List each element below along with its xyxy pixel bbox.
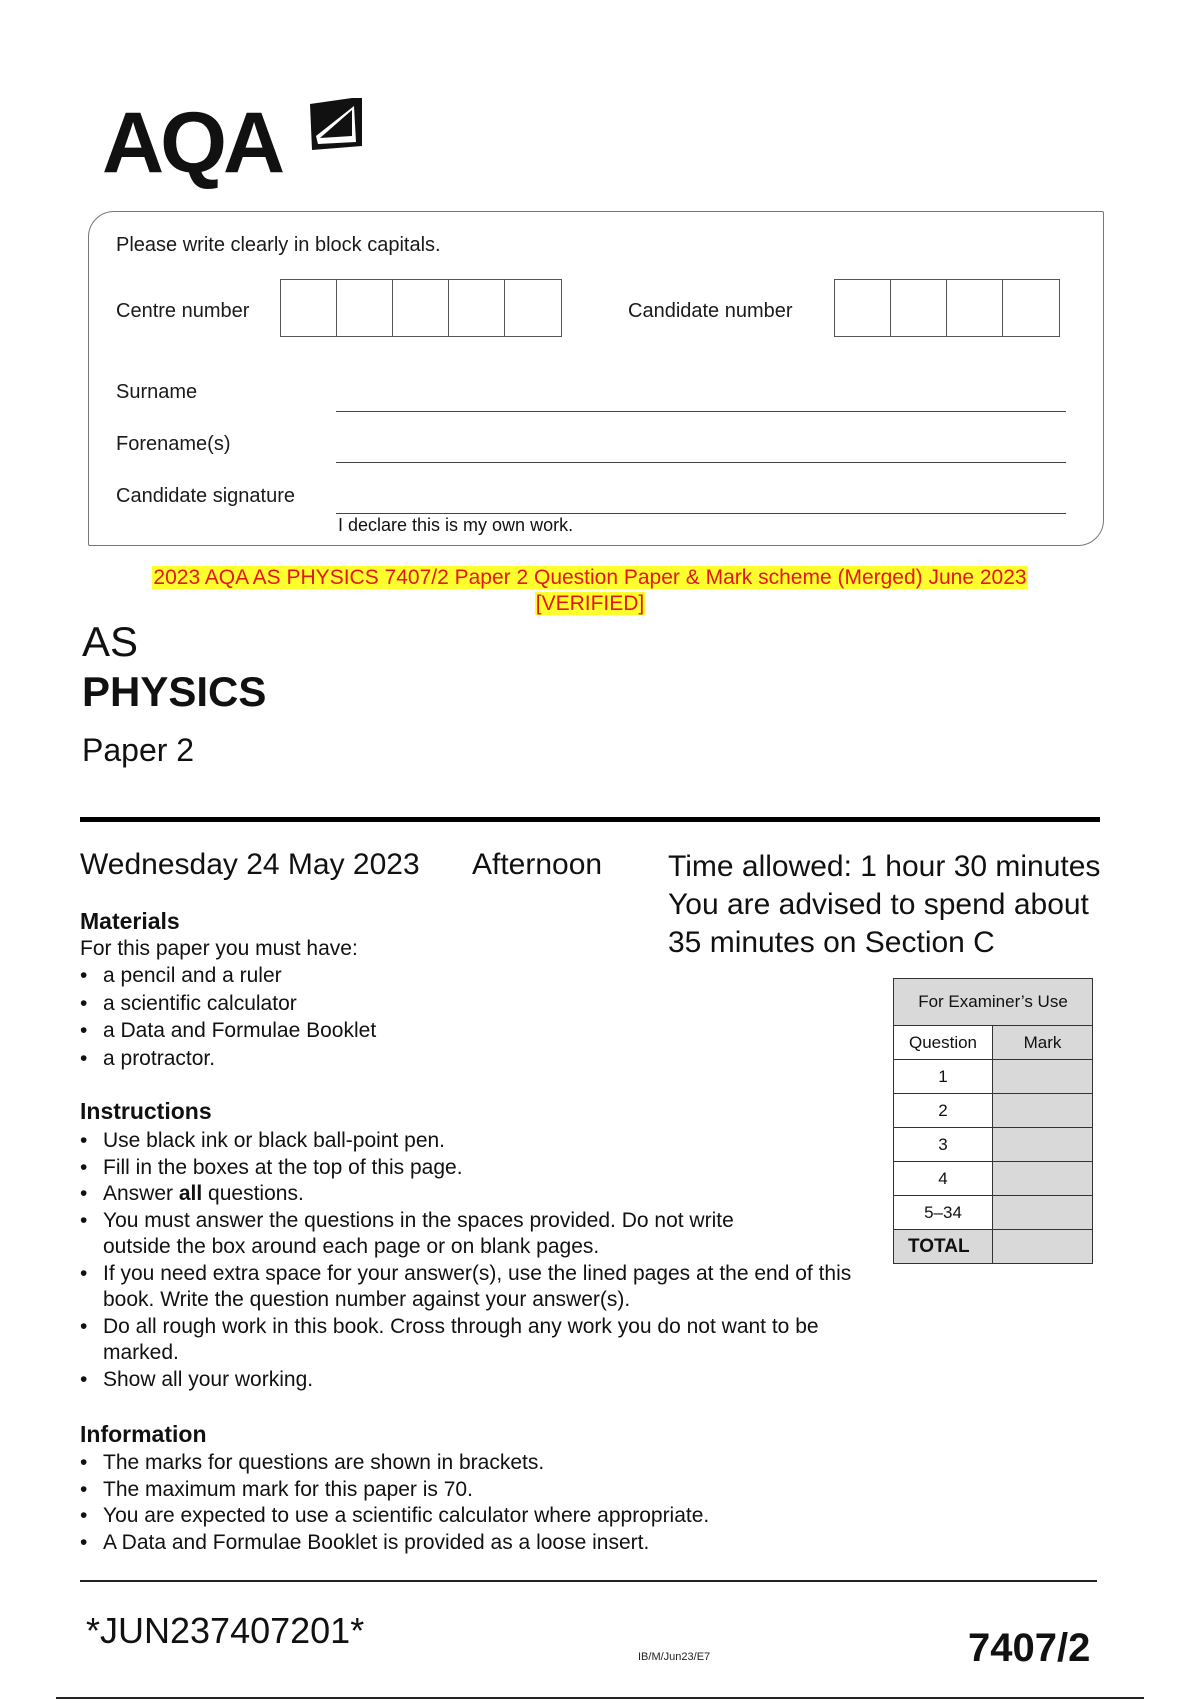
advice-line-1: You are advised to spend about bbox=[668, 888, 1089, 921]
candidate-number-digit[interactable] bbox=[1003, 280, 1059, 336]
exam-session: Afternoon bbox=[472, 848, 603, 881]
centre-number-digit[interactable] bbox=[281, 280, 337, 336]
centre-number-digit[interactable] bbox=[505, 280, 561, 336]
forename-field[interactable] bbox=[336, 462, 1066, 463]
list-item: • Answer all questions. bbox=[80, 1181, 855, 1208]
mark-column-header: Mark bbox=[993, 1026, 1093, 1060]
question-number: 4 bbox=[894, 1162, 993, 1196]
centre-number-digit[interactable] bbox=[393, 280, 449, 336]
centre-number-boxes[interactable] bbox=[280, 279, 562, 337]
signature-label: Candidate signature bbox=[116, 485, 296, 507]
examiner-table-title: For Examiner’s Use bbox=[894, 979, 1093, 1026]
footer-divider bbox=[80, 1580, 1097, 1582]
mark-cell[interactable] bbox=[993, 1162, 1093, 1196]
exam-date: Wednesday 24 May 2023 bbox=[80, 848, 420, 881]
paper-title: Paper 2 bbox=[82, 732, 195, 768]
materials-intro: For this paper you must have: bbox=[80, 937, 358, 960]
qualification-level: AS bbox=[82, 618, 139, 665]
centre-number-label: Centre number bbox=[116, 300, 250, 322]
mark-cell[interactable] bbox=[993, 1094, 1093, 1128]
mark-cell[interactable] bbox=[993, 1196, 1093, 1230]
question-number: 1 bbox=[894, 1060, 993, 1094]
banner-line-2: [VERIFIED] bbox=[535, 592, 645, 615]
title-divider bbox=[80, 817, 1100, 822]
question-number: 5–34 bbox=[894, 1196, 993, 1230]
forename-label: Forename(s) bbox=[116, 433, 231, 455]
banner-line-1: 2023 AQA AS PHYSICS 7407/2 Paper 2 Question Paper & Mark scheme (Merged) June 2023 bbox=[153, 566, 1027, 589]
information-list bbox=[80, 1450, 880, 1556]
candidate-number-digit[interactable] bbox=[835, 280, 891, 336]
list-item: • a scientific calculator bbox=[80, 990, 680, 1018]
candidate-number-boxes[interactable] bbox=[834, 279, 1060, 337]
materials-list bbox=[80, 962, 680, 1072]
list-item: • a protractor. bbox=[80, 1045, 680, 1073]
time-info bbox=[668, 848, 1100, 962]
aqa-logo-text: AQA bbox=[102, 95, 282, 191]
list-item: • Fill in the boxes at the top of this page. bbox=[80, 1155, 855, 1182]
signature-field[interactable] bbox=[336, 513, 1066, 514]
information-heading: Information bbox=[80, 1421, 207, 1447]
instructions-list bbox=[80, 1128, 855, 1393]
mark-cell[interactable] bbox=[993, 1128, 1093, 1162]
advice-line-2: 35 minutes on Section C bbox=[668, 926, 995, 959]
aqa-logo-mark-icon bbox=[308, 96, 364, 154]
list-item: • If you need extra space for your answer(s), use the lined pages at the end of this book. Write the question number against your answer(s). bbox=[80, 1261, 855, 1314]
candidate-number-digit[interactable] bbox=[947, 280, 1003, 336]
instructions-heading: Instructions bbox=[80, 1098, 212, 1124]
list-item: • a pencil and a ruler bbox=[80, 962, 680, 990]
centre-number-digit[interactable] bbox=[449, 280, 505, 336]
centre-number-digit[interactable] bbox=[337, 280, 393, 336]
question-number: 3 bbox=[894, 1128, 993, 1162]
question-column-header: Question bbox=[894, 1026, 993, 1060]
examiner-table bbox=[893, 978, 1093, 1264]
paper-code: 7407/2 bbox=[968, 1626, 1091, 1670]
document-banner bbox=[110, 565, 1070, 617]
list-item: • You must answer the questions in the spaces provided. Do not write outside the box around each page or on blank pages. bbox=[80, 1208, 803, 1261]
list-item: • Do all rough work in this book. Cross through any work you do not want to be marked. bbox=[80, 1314, 833, 1367]
list-item: • A Data and Formulae Booklet is provided as a loose insert. bbox=[80, 1530, 880, 1557]
total-label: TOTAL bbox=[894, 1230, 993, 1264]
surname-label: Surname bbox=[116, 381, 198, 403]
barcode-text: *JUN237407201* bbox=[86, 1610, 365, 1651]
list-item: • a Data and Formulae Booklet bbox=[80, 1017, 680, 1045]
mark-cell[interactable] bbox=[993, 1060, 1093, 1094]
list-item: • Use black ink or black ball-point pen. bbox=[80, 1128, 855, 1155]
surname-field[interactable] bbox=[336, 411, 1066, 412]
page-bottom-rule bbox=[56, 1697, 1144, 1699]
list-item: • You are expected to use a scientific calculator where appropriate. bbox=[80, 1503, 880, 1530]
materials-heading: Materials bbox=[80, 908, 180, 934]
list-item: • Show all your working. bbox=[80, 1367, 855, 1394]
candidate-number-label: Candidate number bbox=[628, 300, 793, 322]
subject-title: PHYSICS bbox=[82, 668, 267, 715]
declaration-text: I declare this is my own work. bbox=[338, 515, 574, 535]
candidate-number-digit[interactable] bbox=[891, 280, 947, 336]
list-item: • The marks for questions are shown in brackets. bbox=[80, 1450, 880, 1477]
time-allowed: Time allowed: 1 hour 30 minutes bbox=[668, 850, 1101, 883]
form-prompt: Please write clearly in block capitals. bbox=[116, 234, 441, 256]
document-reference: IB/M/Jun23/E7 bbox=[638, 1651, 711, 1663]
question-number: 2 bbox=[894, 1094, 993, 1128]
list-item: • The maximum mark for this paper is 70. bbox=[80, 1477, 880, 1504]
total-mark-cell[interactable] bbox=[993, 1230, 1093, 1264]
